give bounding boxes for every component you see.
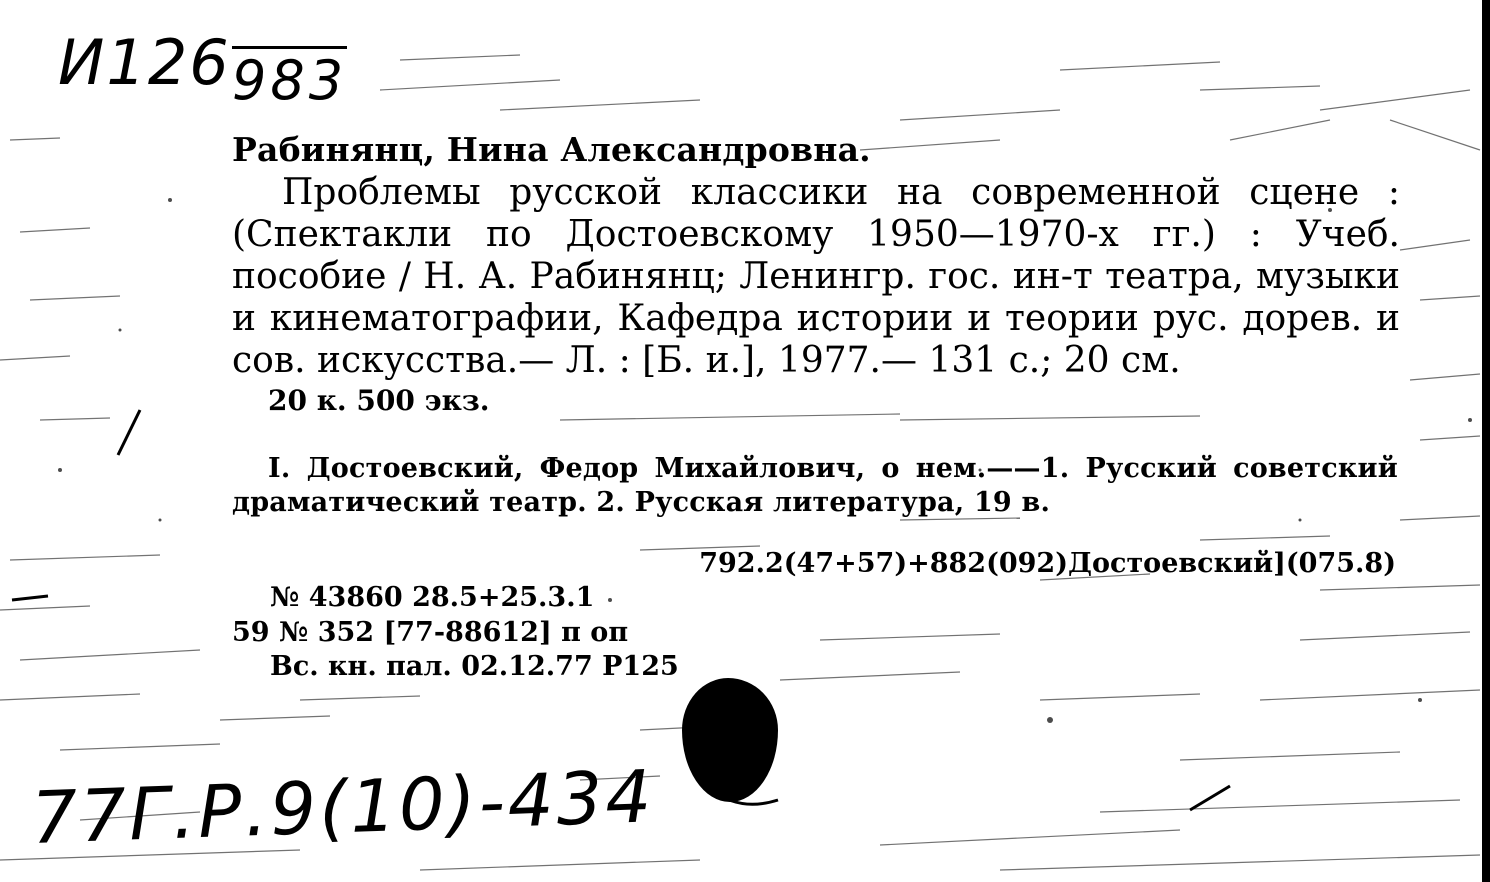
card-author: Рабинянц, Нина Александровна. <box>232 130 871 169</box>
card-udc-code: 792.2(47+57)+882(092)Достоевский](075.8) <box>699 548 1396 579</box>
card-title-block: Проблемы русской классики на современной сцене : (Спектакли по Достоевскому 1950—1970-х гг.) : Учеб. пособие / Н. А. Рабинянц; Ленингр. гос. ин-т театра, музыки и кинематографии, Кафедра истории и теории рус. дорев. и сов. искусства.— Л. : [Б. и.], 1977.— 131 с.; 20 см. <box>232 172 1400 381</box>
handwritten-call-number: И126 <box>58 26 231 99</box>
card-meta-line: Вс. кн. пал. 02.12.77 Р125 <box>270 651 679 682</box>
card-price-edition: 20 к. 500 экз. <box>268 384 490 417</box>
card-meta-line: № 43860 28.5+25.3.1 <box>270 582 595 613</box>
card-meta-line: 59 № 352 [77-88612] п оп <box>232 617 629 648</box>
card-edge <box>1482 0 1490 882</box>
card-subject-headings: I. Достоевский, Федор Михайлович, о нем.——1. Русский советский драматический театр. 2. Русская литература, 19 в. <box>232 453 1398 518</box>
handwritten-shelf-mark: 77Г.Р.9(10)-434 <box>30 754 656 860</box>
handwritten-call-number-sub: 983 <box>232 46 347 112</box>
